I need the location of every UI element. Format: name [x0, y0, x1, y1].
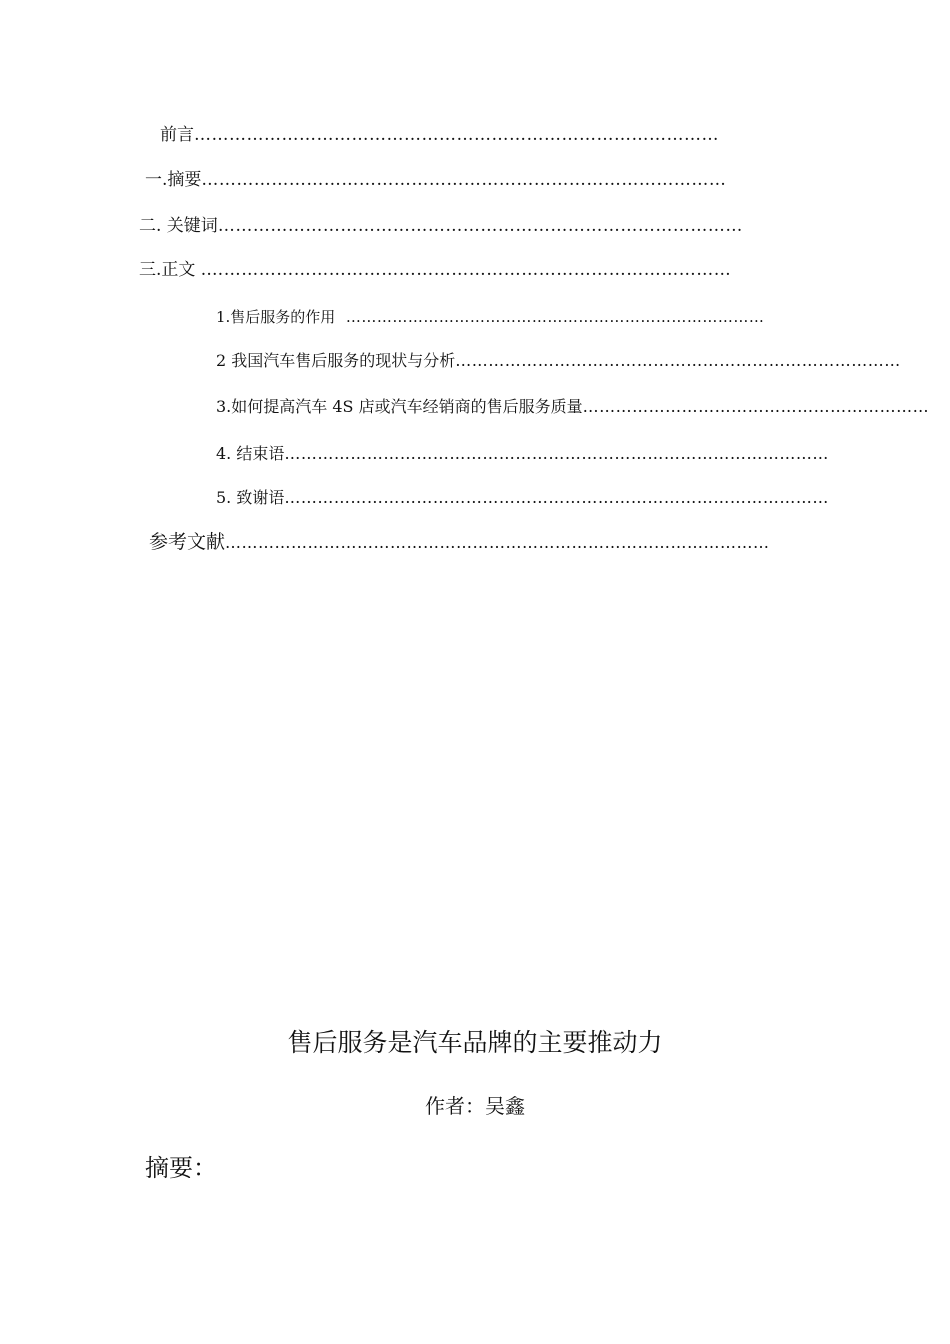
toc-dot-leader: ……………………………………………………………………………………… [284, 488, 829, 507]
toc-entry-item2 [216, 350, 901, 372]
toc-entry-label: 参考文献 [149, 531, 226, 553]
toc-entry-item1 [216, 306, 765, 328]
toc-dot-leader: ……………………………………………………………………………………… [284, 444, 829, 463]
toc-dot-leader: ……………………………………………………………………………… [194, 125, 719, 145]
toc-entry-item5 [216, 487, 829, 509]
toc-entry-keywords [139, 215, 743, 237]
toc-dot-leader: ……………………………………………………………………………… [201, 170, 727, 190]
toc-entry-label: 一.摘要 [145, 170, 202, 190]
toc-entry-references [149, 531, 775, 554]
toc-entry-label: 前言 [160, 125, 194, 145]
toc-dot-leader: ……………………………………………………………………………… [217, 216, 743, 236]
toc-entry-body [139, 259, 732, 281]
toc-entry-label: 2 我国汽车售后服务的现状与分析 [216, 351, 456, 370]
toc-dot-leader: ……………………………………………………………………… [335, 308, 765, 326]
article-author: 作者：吴鑫 [425, 1094, 525, 1118]
toc-entry-label: 三.正文 . [139, 260, 207, 280]
abstract-heading: 摘要： [145, 1154, 217, 1182]
toc-entry-label: 4. 结束语 [216, 444, 285, 463]
toc-dot-leader: ……………………………………………………………………………… [206, 260, 732, 280]
toc-dot-leader: ……………………………………………………… [582, 397, 930, 416]
toc-dot-leader: ……………………………………………………………………………………… [225, 533, 770, 552]
toc-entry-item4 [216, 443, 829, 465]
toc-dot-leader: ……………………………………………………………………… [455, 351, 901, 370]
toc-entry-label: 二. 关键词 [139, 216, 218, 236]
toc-entry-label: 5. 致谢语 [216, 488, 285, 507]
toc-entry-label: 3.如何提高汽车 4S 店或汽车经销商的售后服务质量 [216, 397, 583, 416]
toc-entry-label: 1.售后服务的作用 [216, 308, 336, 326]
article-title: 售后服务是汽车品牌的主要推动力 [287, 1028, 663, 1057]
toc-entry-item3 [216, 396, 930, 418]
toc-entry-preface [160, 124, 735, 146]
toc-entry-abstract [145, 169, 725, 191]
